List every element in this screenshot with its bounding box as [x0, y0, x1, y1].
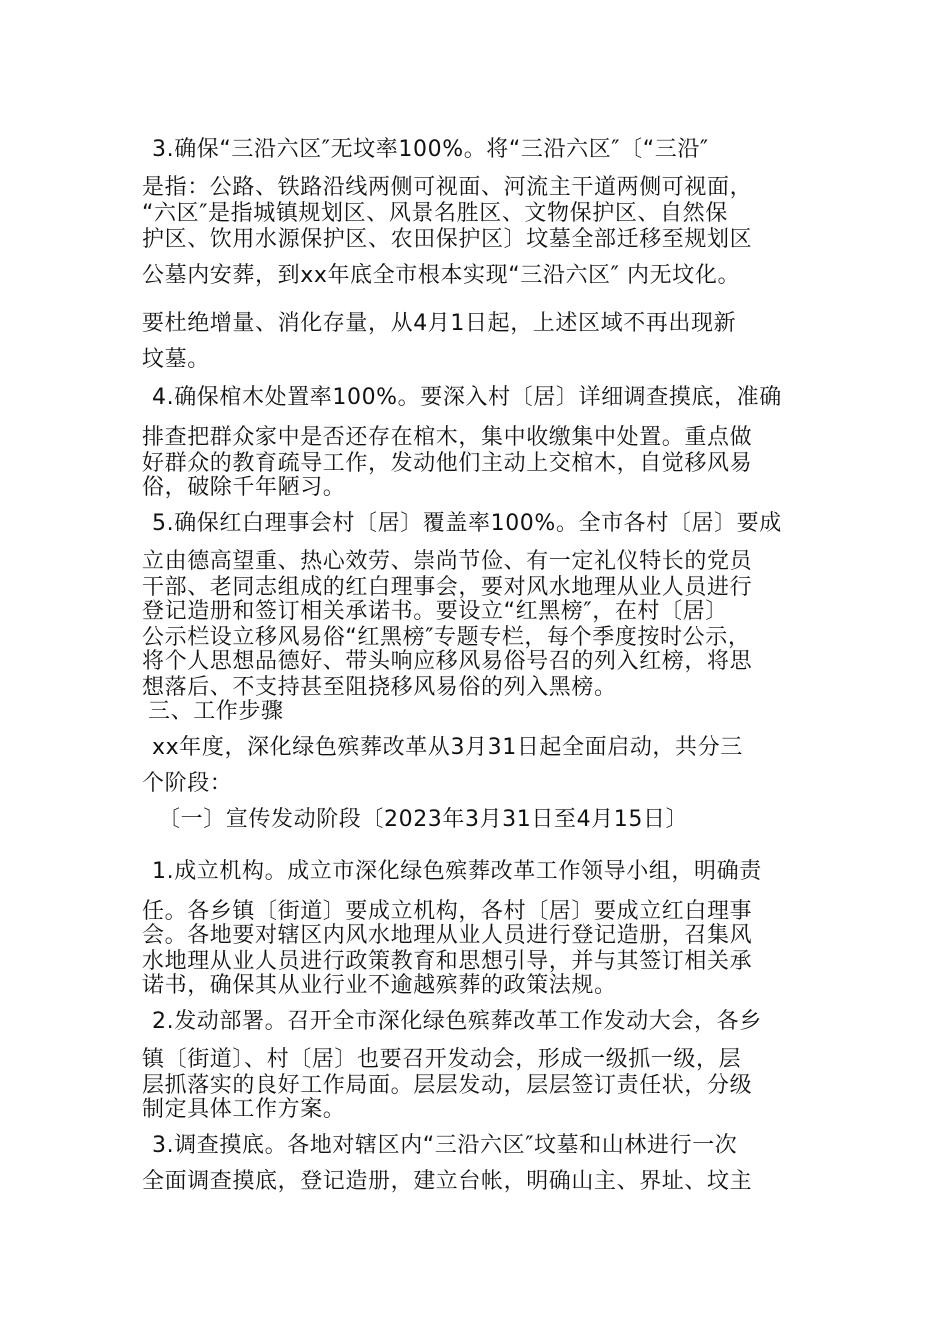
- paragraph-line: 4.确保棺木处置率100%。要深入村〔居〕详细调查摸底，准确: [152, 385, 782, 410]
- paragraph-line: 想落后、不支持甚至阻挠移风易俗的列入黑榜。: [142, 675, 617, 700]
- paragraph-line: 登记造册和签订相关承诺书。要设立“红黑榜″，在村〔居〕: [142, 599, 728, 624]
- paragraph-line: “六区″是指城镇规划区、风景名胜区、文物保护区、自然保: [142, 201, 728, 226]
- subsection-heading: 〔一〕宣传发动阶段〔2023年3月31日至4月15日〕: [158, 807, 689, 832]
- paragraph-line: 坟墓。: [142, 347, 210, 372]
- paragraph-line: 将个人思想品德好、带头响应移风易俗号召的列入红榜，将思: [142, 649, 753, 674]
- paragraph-line: 是指：公路、铁路沿线两侧可视面、河流主干道两侧可视面，: [142, 175, 753, 200]
- paragraph-line: 镇〔街道〕、村〔居〕也要召开发动会，形成一级抓一级，层: [142, 1047, 742, 1072]
- paragraph-line: 制定具体工作方案。: [142, 1097, 346, 1122]
- paragraph-line: xx年度，深化绿色殡葬改革从3月31日起全面启动，共分三: [152, 735, 743, 760]
- paragraph-line: 3.确保“三沿六区″无坟率100%。将“三沿六区″〔“三沿″: [152, 137, 709, 162]
- paragraph-line: 个阶段：: [142, 771, 233, 796]
- paragraph-line: 排查把群众家中是否还存在棺木，集中收缴集中处置。重点做: [142, 425, 753, 450]
- paragraph-line: 公墓内安葬，到xx年底全市根本实现“三沿六区″ 内无坟化。: [142, 263, 741, 288]
- paragraph-line: 立由德高望重、热心效劳、崇尚节俭、有一定礼仪特长的党员: [142, 549, 753, 574]
- paragraph-line: 3.调查摸底。各地对辖区内“三沿六区″坟墓和山林进行一次: [152, 1133, 738, 1158]
- paragraph-line: 1.成立机构。成立市深化绿色殡葬改革工作领导小组，明确责: [152, 859, 762, 884]
- paragraph-line: 护区、饮用水源保护区、农田保护区〕坟墓全部迁移至规划区: [142, 227, 753, 252]
- section-heading: 三、工作步骤: [148, 699, 284, 724]
- paragraph-line: 水地理从业人员进行政策教育和思想引导，并与其签订相关承: [142, 949, 753, 974]
- paragraph-line: 全面调查摸底，登记造册，建立台帐，明确山主、界址、坟主: [142, 1169, 753, 1194]
- paragraph-line: 诺书，确保其从业行业不逾越殡葬的政策法规。: [142, 973, 617, 998]
- paragraph-line: 俗，破除千年陋习。: [142, 475, 346, 500]
- paragraph-line: 干部、老同志组成的红白理事会，要对风水地理从业人员进行: [142, 575, 753, 600]
- paragraph-line: 好群众的教育疏导工作，发动他们主动上交棺木，自觉移风易: [142, 451, 753, 476]
- paragraph-line: 公示栏设立移风易俗“红黑榜″专题专栏，每个季度按时公示，: [142, 625, 751, 650]
- paragraph-line: 5.确保红白理事会村〔居〕覆盖率100%。全市各村〔居〕要成: [152, 511, 782, 536]
- paragraph-line: 要杜绝增量、消化存量，从4月1日起，上述区域不再出现新: [142, 311, 737, 336]
- paragraph-line: 会。各地要对辖区内风水地理从业人员进行登记造册，召集风: [142, 923, 753, 948]
- paragraph-line: 层抓落实的良好工作局面。层层发动，层层签订责任状，分级: [142, 1073, 753, 1098]
- paragraph-line: 2.发动部署。召开全市深化绿色殡葬改革工作发动大会，各乡: [152, 1009, 762, 1034]
- paragraph-line: 任。各乡镇〔街道〕要成立机构，各村〔居〕要成立红白理事: [142, 899, 753, 924]
